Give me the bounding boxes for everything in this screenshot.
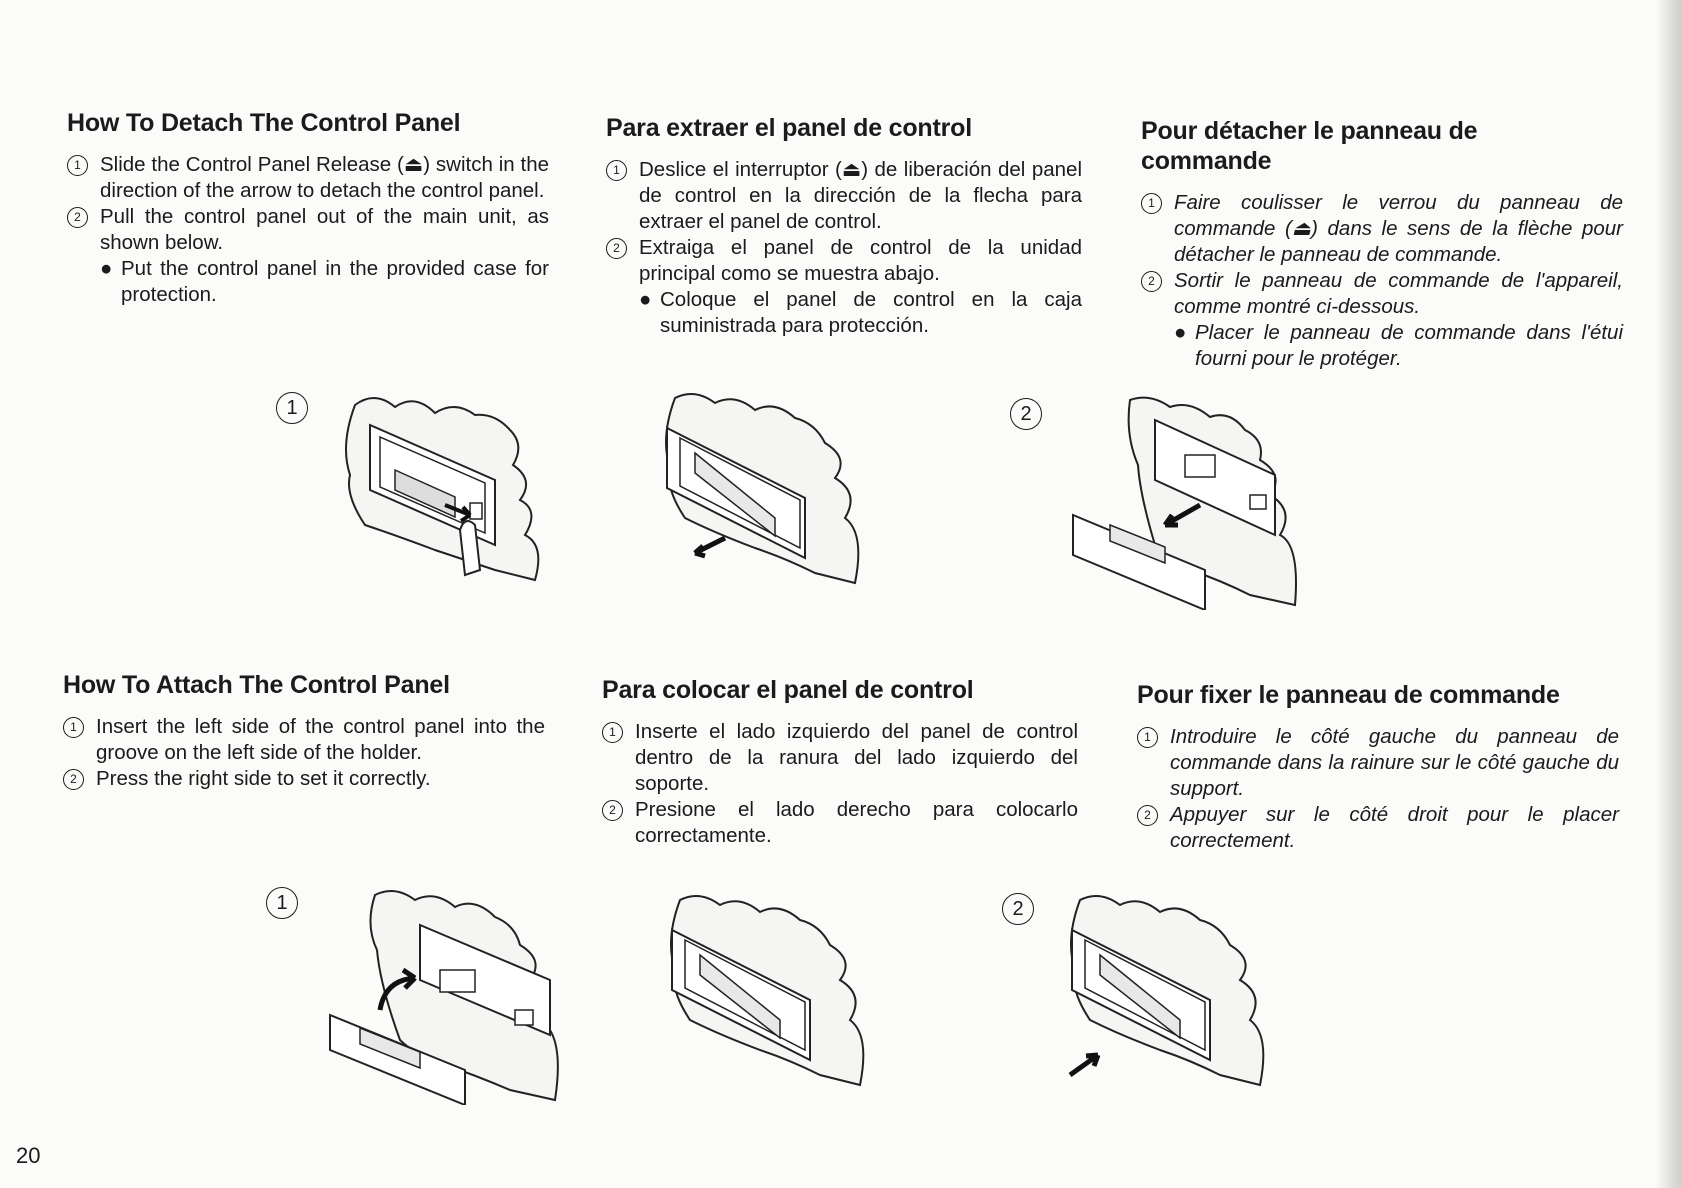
attach-es-step-1-text: Inserte el lado izquierdo del panel de control dentro de la ranura del lado izquierdo del soporte. xyxy=(635,720,1078,795)
bullet-dot: ● xyxy=(639,288,652,311)
step-number-1: 1 xyxy=(606,160,627,181)
detach-en-bullet xyxy=(67,256,549,308)
detach-en-title: How To Detach The Control Panel xyxy=(67,109,461,137)
detach-figure-slide-switch xyxy=(335,385,560,590)
attach-es-step-2-text: Presione el lado derecho para colocarlo correctamente. xyxy=(635,798,1078,847)
step-number-1: 1 xyxy=(67,155,88,176)
detach-fr-bullet-text: Placer le panneau de commande dans l'étui fourni pour le protéger. xyxy=(1195,321,1623,370)
detach-es-step-2 xyxy=(606,235,1082,287)
release-switch xyxy=(470,503,482,519)
figure-marker-1: 1 xyxy=(276,392,308,424)
attach-en-step-2 xyxy=(63,766,545,792)
attach-en-step-1 xyxy=(63,714,545,766)
detach-fr-step-2-text: Sortir le panneau de commande de l'appareil, comme montré ci-dessous. xyxy=(1174,269,1623,318)
step-number-2: 2 xyxy=(606,238,627,259)
attach-es-title: Para colocar el panel de control xyxy=(602,676,974,704)
attach-fr-title: Pour fixer le panneau de commande xyxy=(1137,681,1560,709)
detach-es-step-1-text: Deslice el interruptor (⏏) de liberación del panel de control en la dirección de la flecha para extraer el panel de control. xyxy=(639,158,1082,233)
attach-es-column xyxy=(602,675,1078,849)
attach-en-step-1-text: Insert the left side of the control panel into the groove on the left side of the holder. xyxy=(96,715,545,764)
detach-es-bullet-text: Coloque el panel de control en la caja suministrada para protección. xyxy=(660,288,1082,337)
attach-fr-column xyxy=(1137,680,1619,854)
detach-es-step-2-text: Extraiga el panel de control de la unidad principal como se muestra abajo. xyxy=(639,236,1082,285)
attach-figure-press-right xyxy=(1060,890,1280,1095)
holder-latch xyxy=(515,1010,533,1025)
step-number-2: 2 xyxy=(67,207,88,228)
detach-figure-pull-out xyxy=(655,388,880,593)
bullet-dot: ● xyxy=(100,257,113,280)
attach-figure-seated xyxy=(660,890,885,1095)
detach-en-column xyxy=(67,108,549,308)
detach-es-column xyxy=(606,113,1082,339)
step-number-1: 1 xyxy=(602,722,623,743)
attach-en-step-2-text: Press the right side to set it correctly. xyxy=(96,767,431,790)
detach-es-title: Para extraer el panel de control xyxy=(606,114,972,142)
detach-en-step-1-text: Slide the Control Panel Release (⏏) switch in the direction of the arrow to detach the control panel. xyxy=(100,153,549,202)
press-arrow-icon xyxy=(1070,1055,1098,1075)
detach-fr-step-2 xyxy=(1141,268,1623,320)
step-number-1: 1 xyxy=(1137,727,1158,748)
page-number: 20 xyxy=(16,1143,41,1168)
detach-fr-step-1-text: Faire coulisser le verrou du panneau de commande (⏏) dans le sens de la flèche pour détacher le panneau de commande. xyxy=(1174,191,1623,266)
detach-en-step-2-text: Pull the control panel out of the main unit, as shown below. xyxy=(100,205,549,254)
detach-es-step-1 xyxy=(606,157,1082,235)
attach-fr-step-1-text: Introduire le côté gauche du panneau de commande dans la rainure sur le côté gauche du support. xyxy=(1170,725,1619,800)
step-number-2: 2 xyxy=(1137,805,1158,826)
step-number-1: 1 xyxy=(63,717,84,738)
holder-connector xyxy=(1185,455,1215,477)
attach-figure-insert-left xyxy=(325,885,595,1105)
step-number-2: 2 xyxy=(1141,271,1162,292)
detach-fr-column xyxy=(1141,116,1623,372)
attach-fr-step-2 xyxy=(1137,802,1619,854)
detach-en-step-1 xyxy=(67,152,549,204)
bullet-dot: ● xyxy=(1174,321,1187,344)
step-number-2: 2 xyxy=(63,769,84,790)
attach-fr-step-2-text: Appuyer sur le côté droit pour le placer correctement. xyxy=(1170,803,1619,852)
figure-marker-1: 1 xyxy=(266,887,298,919)
holder-connector xyxy=(440,970,475,992)
pull-arrow-icon xyxy=(695,538,725,556)
page-edge-shadow xyxy=(1656,0,1682,1188)
holder-latch xyxy=(1250,495,1266,509)
step-number-2: 2 xyxy=(602,800,623,821)
detach-es-bullet xyxy=(606,287,1082,339)
attach-en-column xyxy=(63,670,545,792)
detach-en-step-2 xyxy=(67,204,549,256)
detach-en-bullet-text: Put the control panel in the provided case for protection. xyxy=(121,257,549,306)
figure-marker-2: 2 xyxy=(1002,893,1034,925)
detach-figure-removed xyxy=(1070,395,1330,610)
attach-en-title: How To Attach The Control Panel xyxy=(63,671,450,699)
step-number-1: 1 xyxy=(1141,193,1162,214)
detach-fr-step-1 xyxy=(1141,190,1623,268)
attach-es-step-2 xyxy=(602,797,1078,849)
figure-marker-2: 2 xyxy=(1010,398,1042,430)
attach-es-step-1 xyxy=(602,719,1078,797)
detach-fr-title: Pour détacher le panneau de commande xyxy=(1141,117,1478,175)
attach-fr-step-1 xyxy=(1137,724,1619,802)
detach-fr-bullet xyxy=(1141,320,1623,372)
